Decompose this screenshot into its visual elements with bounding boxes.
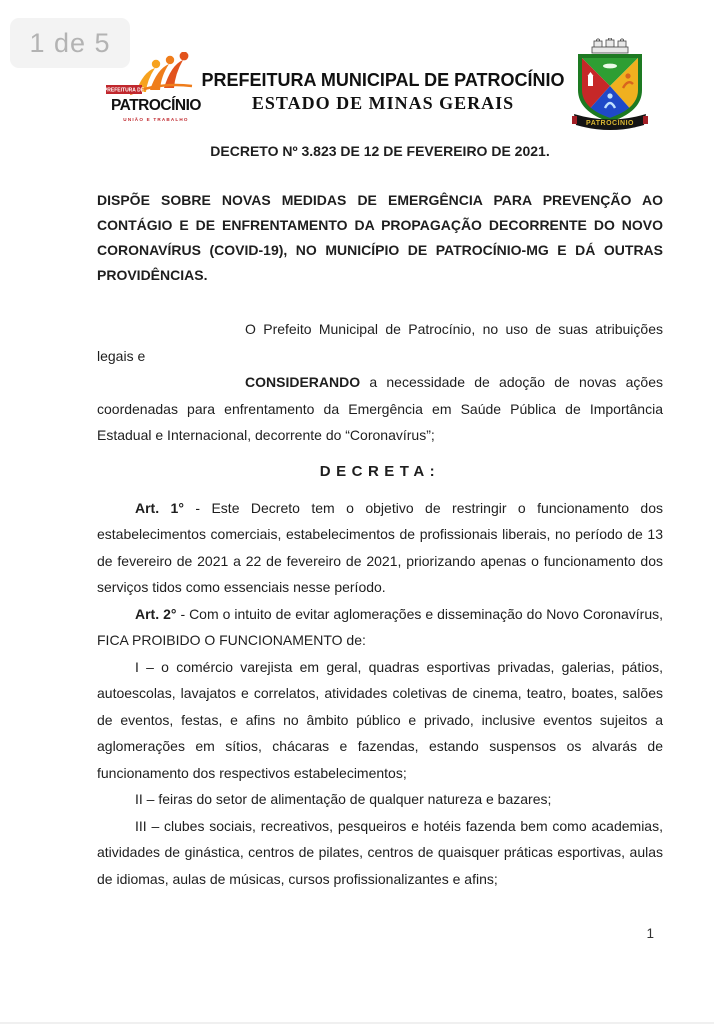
- article-2: [97, 601, 663, 654]
- considerando-paragraph: [97, 369, 663, 449]
- decreta-heading: DECRETA:: [319, 462, 441, 480]
- org-subtitle: ESTADO DE MINAS GERAIS: [251, 93, 515, 113]
- header-titles: [188, 70, 578, 114]
- page-number: 1: [646, 926, 654, 941]
- item-i: I – o comércio varejista em geral, quadras esportivas privadas, galerias, pátios, autoescolas, lavajatos e correlatos, atividades coletivas de cinema, teatro, boates, salões de eventos, festas, e afins no âmbito público e privado, inclusive eventos sujeitos a aglomerações em sítios, chácaras e fazendas, estando suspensos os alvarás de funcionamento dos respectivos estabelecimentos;: [97, 658, 663, 781]
- article-2-number: Art. 2°: [135, 605, 177, 622]
- decree-body: [97, 141, 663, 892]
- decree-epigraph: DISPÕE SOBRE NOVAS MEDIDAS DE EMERGÊNCIA PARA PREVENÇÃO AO CONTÁGIO E DE ENFRENTAMENTO DA PROPAGAÇÃO DECORRENTE DO NOVO CORONAVÍRUS (COVID-19), NO MUNICÍPIO DE PATROCÍNIO-MG E DÁ OUTRAS PROVIDÊNCIAS.: [97, 192, 663, 283]
- charge-plane: [603, 64, 617, 69]
- considerando-text: a necessidade de adoção de novas ações coordenadas para enfrentamento da Emergência em Saúde Pública de Importância Estadual e Internacional, decorrente do “Coronavírus”;: [97, 374, 663, 443]
- logo-motto: UNIÃO E TRABALHO: [123, 117, 189, 122]
- logo-wordmark: PATROCÍNIO: [110, 97, 202, 114]
- preamble-paragraph: O Prefeito Municipal de Patrocínio, no uso de suas atribuições legais e: [97, 321, 663, 364]
- item-ii: II – feiras do setor de alimentação de qualquer natureza e bazares;: [135, 791, 552, 807]
- article-2-text: - Com o intuito de evitar aglomerações e disseminação do Novo Coronavírus, FICA PROIBIDO O FUNCIONAMENTO de:: [97, 605, 663, 648]
- page-indicator-badge: 1 de 5: [10, 18, 130, 68]
- org-name: PREFEITURA MUNICIPAL DE PATROCÍNIO: [201, 70, 565, 90]
- item-iii: III – clubes sociais, recreativos, pesqueiros e hotéis fazenda bem como academias, atividades de ginástica, centros de pilates, centros de quaisquer práticas esportivas, aulas de idiomas, aulas de músicas, cursos profissionalizantes e afins;: [97, 817, 663, 887]
- article-1-number: Art. 1°: [135, 499, 184, 516]
- logo-banner-label: PREFEITURA DE: [106, 87, 145, 94]
- considerando-keyword: CONSIDERANDO: [245, 374, 361, 390]
- decree-title: DECRETO Nº 3.823 DE 12 DE FEVEREIRO DE 2021.: [210, 143, 550, 159]
- crown-icon: [592, 38, 628, 53]
- crest-ribbon-label: PATROCÍNIO: [586, 120, 634, 127]
- article-1-text: - Este Decreto tem o objetivo de restringir o funcionamento dos estabelecimentos comerciais, estabelecimentos de profissionais liberais, no período de 13 de fevereiro de 2021 a 22 de fevereiro de 2021, priorizando apenas o funcionamento dos serviços tidos como essenciais nesse período.: [97, 499, 663, 595]
- shield-quarters: [578, 54, 642, 122]
- coat-of-arms: [566, 38, 654, 132]
- article-1: [97, 495, 663, 601]
- shield-icon: [566, 38, 654, 132]
